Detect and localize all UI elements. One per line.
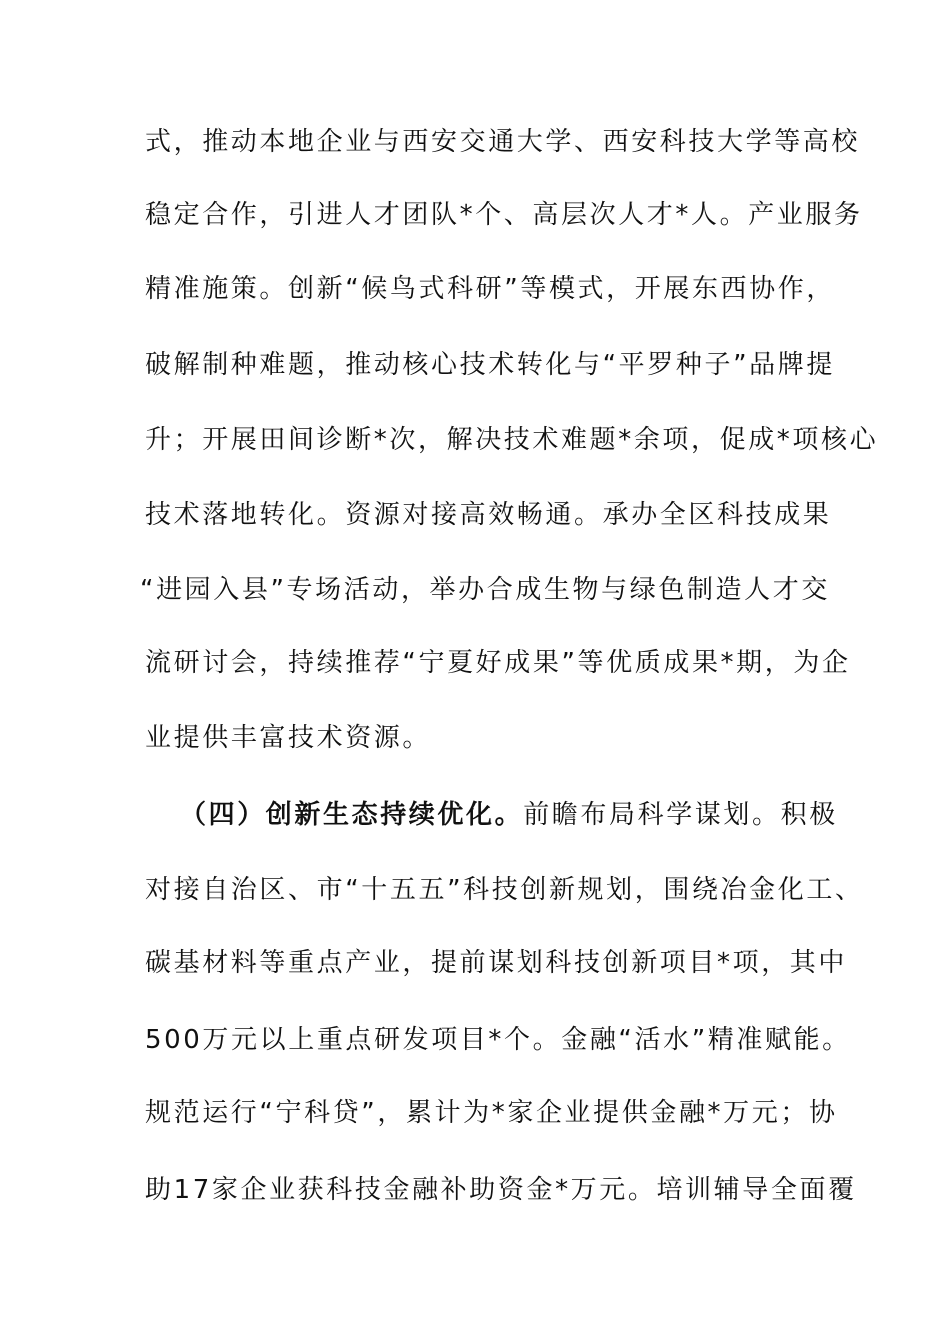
paragraph-line: 业提供丰富技术资源。 [145, 723, 432, 753]
paragraph-line: 500万元以上重点研发项目*个。金融“活水”精准赋能。 [145, 1025, 851, 1055]
paragraph-line: 精准施策。创新“候鸟式科研”等模式，开展东西协作， [145, 274, 835, 304]
paragraph-line: 技术落地转化。资源对接高效畅通。承办全区科技成果 [145, 500, 832, 530]
paragraph-line: 破解制种难题，推动核心技术转化与“平罗种子”品牌提 [145, 350, 835, 380]
paragraph-line: 稳定合作，引进人才团队*个、高层次人才*人。产业服务 [145, 200, 863, 230]
paragraph-line: “进园入县”专场活动，举办合成生物与绿色制造人才交 [140, 575, 830, 605]
section-heading: （四）创新生态持续优化。 [180, 800, 524, 830]
paragraph-line: 式，推动本地企业与西安交通大学、西安科技大学等高校 [145, 127, 861, 157]
paragraph-line: 流研讨会，持续推荐“宁夏好成果”等优质成果*期，为企 [145, 648, 851, 678]
paragraph-line: 对接自治区、市“十五五”科技创新规划，围绕冶金化工、 [145, 875, 864, 905]
paragraph-line: 助17家企业获科技金融补助资金*万元。培训辅导全面覆 [145, 1175, 857, 1205]
section-heading-line [180, 798, 838, 832]
heading-continuation: 前瞻布局科学谋划。积极 [523, 800, 838, 830]
paragraph-line: 规范运行“宁科贷”，累计为*家企业提供金融*万元；协 [145, 1098, 838, 1128]
paragraph-line: 碳基材料等重点产业，提前谋划科技创新项目*项，其中 [145, 948, 848, 978]
paragraph-line: 升；开展田间诊断*次，解决技术难题*余项，促成*项核心 [145, 425, 879, 455]
